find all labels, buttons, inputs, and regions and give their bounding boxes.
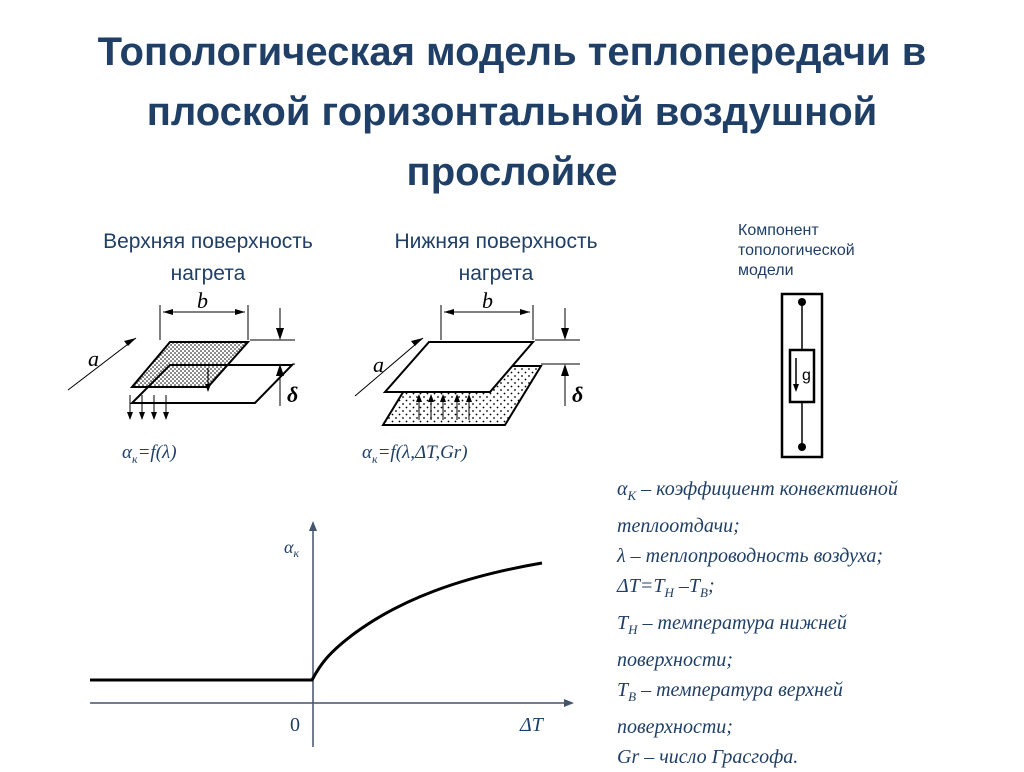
title-line-1: Топологическая модель теплопередачи в — [97, 30, 927, 74]
delta-label: δ — [572, 382, 584, 407]
legend-TB: $T_В$ – температура верхней — [617, 679, 843, 704]
legend-TH-cont: поверхности; — [617, 649, 733, 671]
legend-TB-cont: поверхности; — [617, 716, 733, 738]
formula-rest: =f(λ) — [137, 442, 177, 463]
component-caption-line-2: топологической — [738, 242, 855, 259]
right-diagram-caption — [360, 226, 632, 290]
component-symbol — [780, 292, 830, 462]
formula-rest: =f(λ,ΔT,Gr) — [377, 442, 468, 463]
y-axis-arrow — [309, 521, 317, 531]
legend-lambda: λ – теплопроводность воздуха; — [617, 545, 883, 567]
right-caption-line-2: нагрета — [458, 262, 534, 285]
alpha-subscript: к — [371, 451, 378, 466]
definitions-legend — [617, 474, 1017, 772]
component-caption-line-3: модели — [738, 262, 794, 279]
a-arrow-top — [411, 338, 423, 346]
alpha-subscript: к — [131, 451, 138, 466]
delta-label: δ — [287, 382, 299, 407]
legend-alpha-cont: теплоотдачи; — [617, 515, 740, 537]
legend-deltaT: $\Delta T=T_Н$ $-T_В$; — [617, 575, 715, 600]
b-arrow-right — [520, 309, 530, 315]
conductance-label: g — [802, 367, 811, 384]
legend-Gr: Gr – число Грасгофа. — [617, 746, 799, 768]
legend-TH: $T_Н$ – температура нижней — [617, 612, 847, 637]
alpha-vs-deltaT-graph — [80, 515, 590, 760]
delta-arrow-top-head — [561, 328, 569, 340]
title-line-2: плоской горизонтальной воздушной — [146, 90, 878, 134]
b-label: b — [197, 288, 208, 313]
a-label: a — [88, 346, 99, 371]
title-line-3: прослойке — [406, 150, 618, 194]
alpha-curve — [90, 563, 542, 680]
a-label: a — [373, 352, 384, 377]
origin-label: 0 — [290, 714, 300, 736]
left-plates-diagram — [60, 290, 310, 430]
left-caption-line-1: Верхняя поверхность — [103, 230, 313, 253]
b-arrow-right — [235, 309, 245, 315]
slide-title — [20, 22, 1004, 202]
legend-alpha: $\alpha_К$ – коэффициент конвективной — [617, 478, 898, 503]
delta-arrow-bottom-head — [561, 364, 569, 376]
component-caption — [738, 221, 855, 281]
terminal-top — [798, 298, 806, 306]
x-axis-arrow — [564, 699, 574, 707]
component-caption-line-1: Компонент — [738, 222, 819, 239]
b-label: b — [482, 288, 493, 313]
y-axis-label: $\alpha_к$ — [284, 537, 300, 560]
b-arrow-left — [444, 309, 454, 315]
delta-arrow-top-head — [276, 328, 284, 340]
a-arrow-top — [124, 338, 136, 346]
a-dimension-line — [68, 338, 136, 390]
right-caption-line-1: Нижняя поверхность — [394, 230, 598, 253]
alpha-symbol: α — [362, 442, 372, 463]
b-arrow-left — [163, 309, 173, 315]
left-formula — [122, 442, 177, 467]
right-plates-diagram — [345, 290, 595, 430]
left-caption-line-2: нагрета — [170, 262, 246, 285]
x-axis-label: ΔT — [520, 714, 543, 736]
left-diagram-caption — [72, 226, 344, 290]
terminal-bottom — [798, 443, 806, 451]
alpha-symbol: α — [122, 442, 132, 463]
right-formula — [362, 442, 468, 467]
